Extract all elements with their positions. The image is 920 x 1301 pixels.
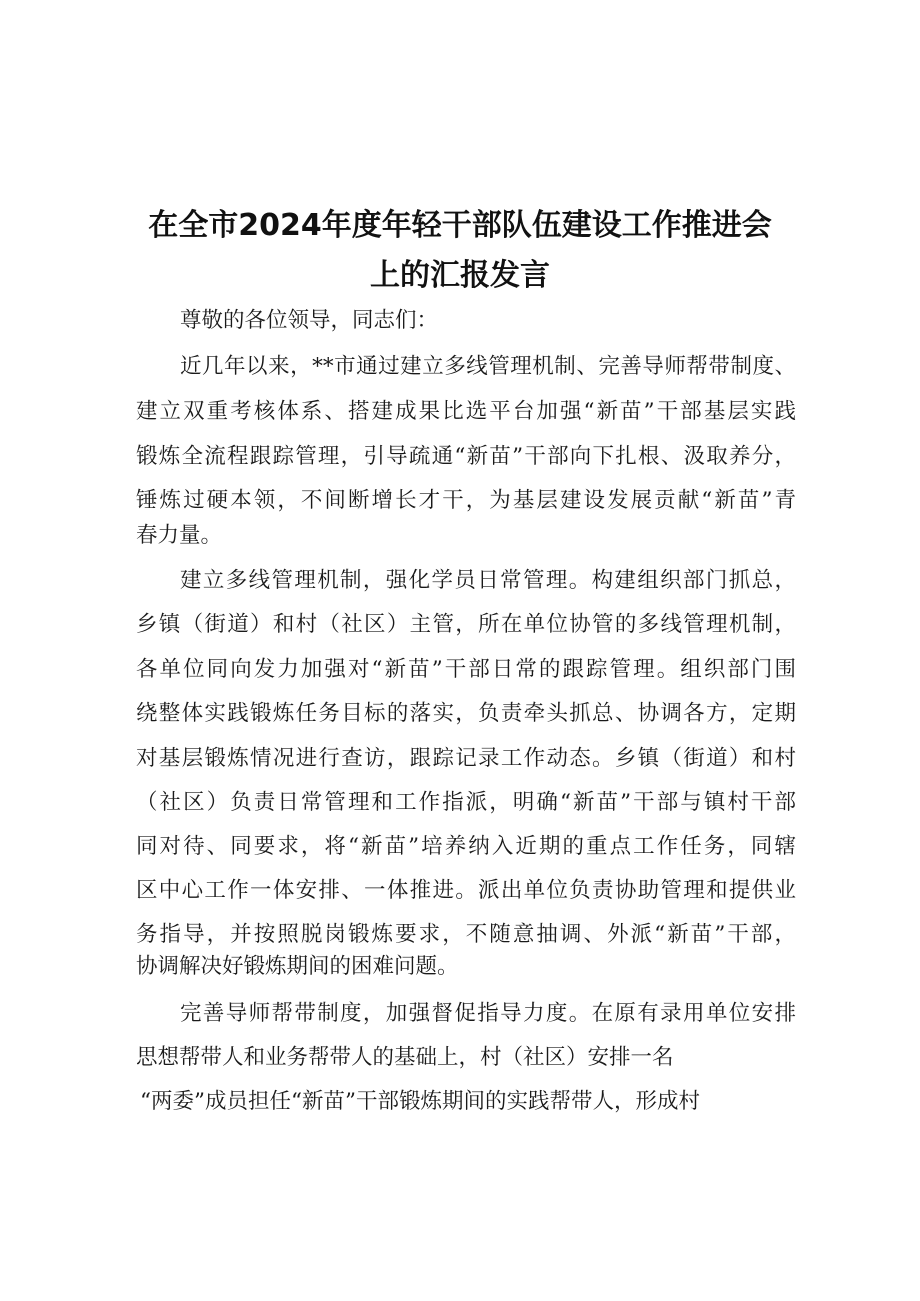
paragraph-line: 同对待、同要求，将“新苗”培养纳入近期的重点工作任务，同辖 <box>136 834 796 859</box>
paragraph-line: 近几年以来，**市通过建立多线管理机制、完善导师帮带制度、 <box>180 354 796 379</box>
paragraph-line: 对基层锻炼情况进行查访，跟踪记录工作动态。乡镇（街道）和村 <box>136 746 796 771</box>
paragraph-line: 锤炼过硬本领，不间断增长才干，为基层建设发展贡献“新苗”青 <box>136 488 796 513</box>
paragraph-line: 乡镇（街道）和村（社区）主管，所在单位协管的多线管理机制， <box>136 612 796 637</box>
paragraph-line: 绕整体实践锻炼任务目标的落实，负责牵头抓总、协调各方，定期 <box>136 701 796 726</box>
paragraph-line: 各单位同向发力加强对“新苗”干部日常的跟踪管理。组织部门围 <box>136 657 796 682</box>
salutation: 尊敬的各位领导，同志们： <box>180 308 439 333</box>
paragraph-line: 建立多线管理机制，强化学员日常管理。构建组织部门抓总， <box>180 568 796 593</box>
paragraph-line: 春力量。 <box>136 523 223 548</box>
paragraph-line: 完善导师帮带制度，加强督促指导力度。在原有录用单位安排 <box>180 1001 796 1026</box>
paragraph-line: “两委”成员担任“新苗”干部锻炼期间的实践帮带人，形成村 <box>140 1089 700 1114</box>
document-title-line-2: 上的汇报发言 <box>370 258 550 293</box>
paragraph-line: 锻炼全流程跟踪管理，引导疏通“新苗”干部向下扎根、汲取养分， <box>136 444 796 469</box>
paragraph-line: 区中心工作一体安排、一体推进。派出单位负责协助管理和提供业 <box>136 878 796 903</box>
paragraph-line: 务指导，并按照脱岗锻炼要求，不随意抽调、外派“新苗”干部， <box>136 922 796 947</box>
paragraph-line: 思想帮带人和业务帮带人的基础上，村（社区）安排一名 <box>136 1045 674 1070</box>
paragraph-line: 协调解决好锻炼期间的困难问题。 <box>136 954 459 979</box>
document-title-line-1: 在全市2024年度年轻干部队伍建设工作推进会 <box>148 208 772 243</box>
paragraph-line: 建立双重考核体系、搭建成果比选平台加强“新苗”干部基层实践 <box>136 399 796 424</box>
paragraph-line: （社区）负责日常管理和工作指派，明确“新苗”干部与镇村干部 <box>136 790 796 815</box>
